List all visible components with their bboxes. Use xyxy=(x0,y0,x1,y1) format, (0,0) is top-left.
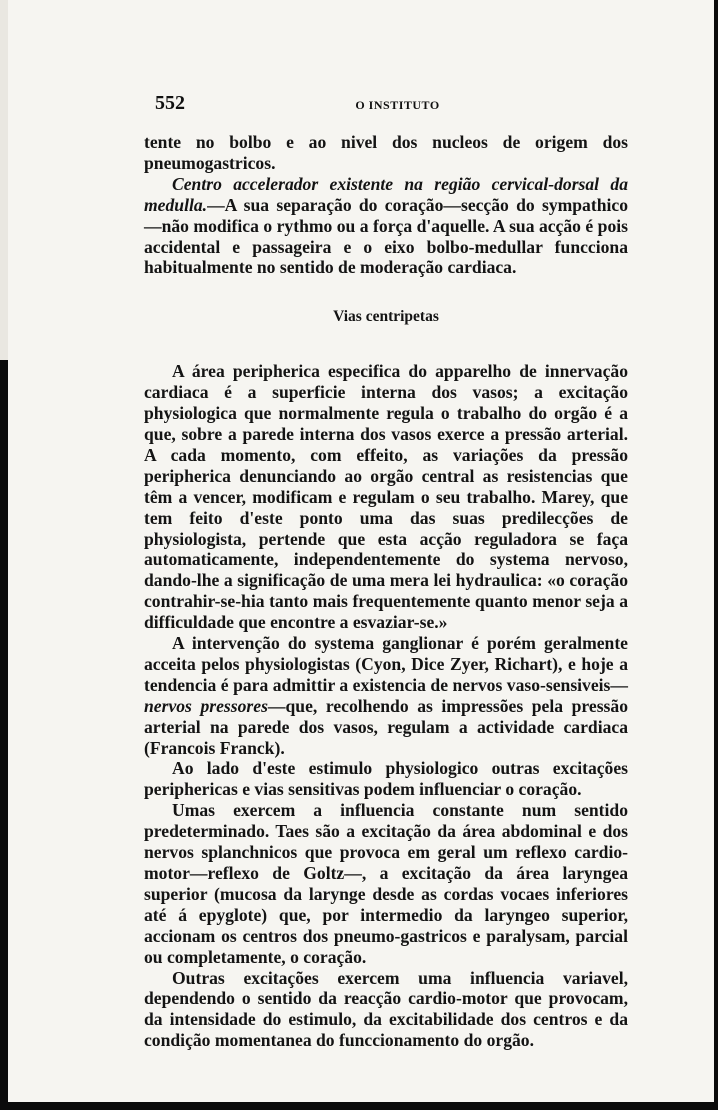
italic-term: nervos pressores xyxy=(144,695,268,716)
section-title: Vias centripetas xyxy=(333,308,439,326)
paragraph-ganglionar xyxy=(144,633,628,758)
paragraph: Ao lado d'este estimulo physiologico outras excitações periphericas e vias sensitivas podem influenciar o coração. xyxy=(144,758,628,800)
page-header xyxy=(155,92,640,116)
paragraph-text: —que, recolhendo as impressões pela pressão arterial na parede dos vasos, regulam a actividade cardiaca (Francois Franck). xyxy=(144,695,628,758)
running-title: O INSTITUTO xyxy=(355,98,440,112)
paragraph: Umas exercem a influencia constante num sentido predeterminado. Taes são a excitação da área abdominal e dos nervos splanchnicos que provoca em geral um reflexo cardio-motor—reflexo de Goltz—, a excitação da área laryngea superior (mucosa da larynge desde as cordas vocaes inferiores até á epyglote) que, por intermedio da laryngeo superior, accionam os centros dos pneumo-gastricos e paralysam, parcial ou completamente, o coração. xyxy=(144,800,628,967)
paragraph: A área peripherica especifica do apparelho de innervação cardiaca é a superficie interna dos vasos; a excitação physiologica que normalmente regula o trabalho do orgão é a que, sobre a parede interna dos vasos exerce a pressão arterial. A cada momento, com effeito, as variações da pressão peripherica denunciando ao orgão central as resistencias que têm a vencer, modificam e regulam o seu trabalho. Marey, que tem feito d'este ponto uma das suas predilecções de physiologista, pertende que esta acção reguladora se faça automaticamente, independentemente do systema nervoso, dando-lhe a significação de uma mera lei hydraulica: «o coração contrahir-se-hia tanto mais frequentemente quanto menor seja a difficuldade que encontre a esvaziar-se.» xyxy=(144,361,628,633)
page-number: 552 xyxy=(155,92,185,114)
paragraph-accelerator-centre xyxy=(144,174,628,279)
paragraph: Outras excitações exercem uma influencia variavel, dependendo o sentido da reacção cardio-motor que provocam, da intensidade do estimulo, da excitabilidade dos centros e da condição momentanea do funccionamento do orgão. xyxy=(144,967,628,1051)
page-edge xyxy=(0,0,8,360)
paragraph-text: A intervenção do systema ganglionar é porém geralmente acceita pelos physiologistas (Cyon, Dice Zyer, Richart), e hoje a tendencia é para admittir a existencia de nervos vaso-sensiveis— xyxy=(144,633,628,695)
paragraph-text: —A sua separação do coração—secção do sympathico—não modifica o rythmo ou a força d'aquelle. A sua acção é pois accidental e passageira e o eixo bolbo-medullar funcciona habitualmente no sentido de moderação cardiaca. xyxy=(144,194,628,278)
paragraph-continuation: tente no bolbo e ao nivel dos nucleos de origem dos pneumogastricos. xyxy=(144,132,628,173)
paragraph-lead-title: Centro accelerador existente na região cervical-dorsal da medulla. xyxy=(144,173,628,215)
page-body xyxy=(144,132,628,1051)
